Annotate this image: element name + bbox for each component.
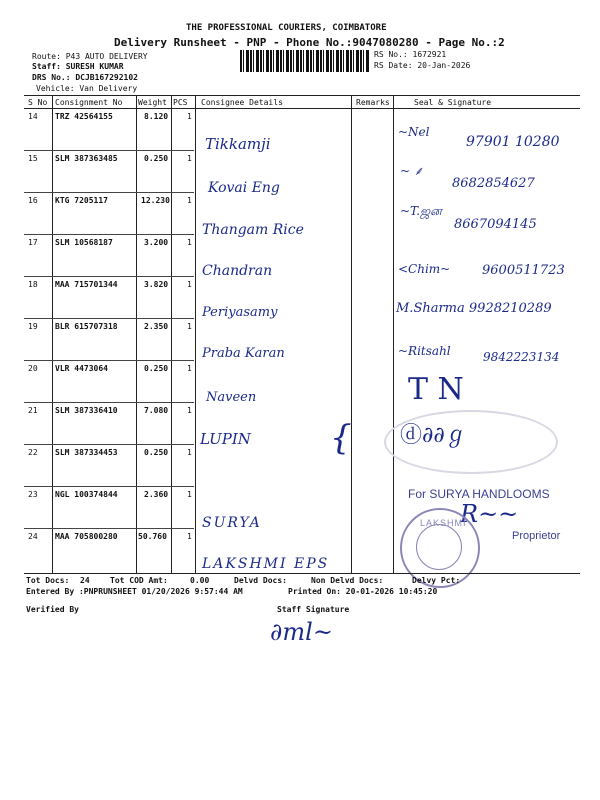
printed-on: Printed On: 20-01-2026 10:45:20	[288, 587, 438, 596]
delvy-pct-label: Delvy Pct:	[412, 576, 461, 585]
handwritten-phone: 8682854627	[452, 176, 535, 191]
row-consignment: MAA 705800280	[55, 532, 118, 541]
row-sno: 20	[28, 364, 38, 373]
signature-scribble: ~Nel	[398, 125, 430, 139]
row-sno: 19	[28, 322, 38, 331]
col-consignee: Consignee Details	[201, 98, 283, 107]
row-consignment: SLM 387334453	[55, 448, 118, 457]
surya-stamp-sub: Proprietor	[512, 530, 561, 542]
handwritten-consignee: LAKSHMI EPS	[202, 556, 330, 572]
handwritten-consignee: Praba Karan	[202, 346, 285, 361]
handwritten-phone: 8667094145	[454, 217, 537, 232]
delvd-docs-label: Delvd Docs:	[234, 576, 287, 585]
drs-label: DRS No.: DCJB167292102	[32, 73, 138, 82]
row-consignment: VLR 4473064	[55, 364, 108, 373]
staff-signature-label: Staff Signature	[277, 605, 350, 614]
row-weight: 0.250	[144, 154, 169, 163]
row-consignment: KTG 7205117	[55, 196, 108, 205]
col-sno: S No	[28, 98, 48, 107]
handwritten-consignee: Chandran	[202, 263, 273, 279]
rs-no: RS No.: 1672921	[374, 50, 447, 59]
row-weight: 0.250	[144, 448, 169, 457]
surya-signature: R~~	[460, 500, 519, 528]
company-name: THE PROFESSIONAL COURIERS, COIMBATORE	[186, 23, 387, 33]
non-delvd-docs-label: Non Delvd Docs:	[311, 576, 384, 585]
row-consignment: NGL 100374844	[55, 490, 118, 499]
footer-rule	[24, 573, 580, 574]
faint-stamp	[384, 410, 558, 474]
row-sno: 17	[28, 238, 38, 247]
row-sno: 14	[28, 112, 38, 121]
handwritten-consignee: Naveen	[206, 390, 257, 405]
lakshmi-inner-ring	[416, 524, 462, 570]
row-pcs: 1	[187, 448, 192, 457]
row-pcs: 1	[187, 112, 192, 121]
entered-by: Entered By :PNPRUNSHEET 01/20/2026 9:57:44 AM	[26, 587, 243, 596]
barcode	[240, 50, 370, 72]
handwritten-phone: M.Sharma 9928210289	[396, 301, 552, 316]
tot-docs-label: Tot Docs:	[26, 576, 70, 585]
row-sno: 21	[28, 406, 38, 415]
handwritten-phone: 9600511723	[482, 263, 565, 278]
signature-scribble: ⓓ∂∂ℊ	[400, 423, 467, 448]
signature-scribble: <Chim~	[398, 262, 451, 276]
row-pcs: 1	[187, 280, 192, 289]
row-pcs: 1	[187, 532, 192, 541]
row-consignment: MAA 715701344	[55, 280, 118, 289]
handwritten-phone: 97901 10280	[466, 134, 560, 150]
row-consignment: SLM 10568187	[55, 238, 113, 247]
handwritten-consignee: Kovai Eng	[208, 180, 280, 196]
row-sno: 23	[28, 490, 38, 499]
row-pcs: 1	[187, 364, 192, 373]
tot-docs-value: 24	[80, 576, 90, 585]
row-pcs: 1	[187, 238, 192, 247]
row-weight: 12.230	[141, 196, 170, 205]
lakshmi-stamp-text: LAKSHMI	[420, 518, 467, 528]
rs-date: RS Date: 20-Jan-2026	[374, 61, 471, 70]
row-sno: 16	[28, 196, 38, 205]
runsheet-title: Delivery Runsheet - PNP - Phone No.:9047080280 - Page No.:2	[114, 36, 505, 49]
col-remarks: Remarks	[356, 98, 390, 107]
vehicle-label: Vehicle: Van Delivery	[36, 84, 138, 93]
col-consignment: Consignment No	[55, 98, 123, 107]
header-rule-top	[24, 95, 580, 96]
handwritten-consignee: Periyasamy	[202, 305, 278, 320]
table-row	[24, 360, 578, 402]
signature-scribble: ~ ⸙	[400, 164, 423, 178]
row-sno: 18	[28, 280, 38, 289]
row-consignment: BLR 615707318	[55, 322, 118, 331]
verified-by-label: Verified By	[26, 605, 79, 614]
signature-scribble: ~T.ஜன	[400, 204, 442, 218]
handwritten-consignee: SURYA	[202, 515, 262, 531]
row-sno: 22	[28, 448, 38, 457]
row-consignment: TRZ 42564155	[55, 112, 113, 121]
col-weight: Weight	[138, 98, 167, 107]
row-weight: 50.760	[138, 532, 167, 541]
row-weight: 8.120	[144, 112, 169, 121]
row-weight: 3.200	[144, 238, 169, 247]
handwritten-consignee: Tikkamji	[205, 135, 271, 153]
handwritten-phone: 9842223134	[483, 350, 560, 364]
row-pcs: 1	[187, 196, 192, 205]
row-weight: 3.820	[144, 280, 169, 289]
signature-scribble: ~Ritsahl	[398, 344, 451, 358]
row-weight: 0.250	[144, 364, 169, 373]
row-weight: 7.080	[144, 406, 169, 415]
row-pcs: 1	[187, 322, 192, 331]
row-pcs: 1	[187, 406, 192, 415]
col-seal-signature: Seal & Signature	[414, 98, 492, 107]
handwritten-consignee: LUPIN	[200, 430, 251, 448]
handwritten-initials: T N	[408, 372, 464, 407]
staff-label: Staff: SURESH KUMAR	[32, 62, 124, 71]
route-label: Route: P43 AUTO DELIVERY	[32, 52, 148, 61]
tot-cod-label: Tot COD Amt:	[110, 576, 168, 585]
row-weight: 2.360	[144, 490, 169, 499]
row-weight: 2.350	[144, 322, 169, 331]
row-consignment: SLM 387363485	[55, 154, 118, 163]
staff-signature-scribble: ∂ml~	[270, 618, 333, 646]
row-sno: 15	[28, 154, 38, 163]
row-pcs: 1	[187, 154, 192, 163]
handwritten-consignee: Thangam Rice	[202, 222, 304, 238]
brace-mark: {	[330, 418, 352, 458]
row-pcs: 1	[187, 490, 192, 499]
col-pcs: PCS	[173, 98, 188, 107]
row-consignment: SLM 387336410	[55, 406, 118, 415]
tot-cod-value: 0.00	[190, 576, 210, 585]
row-sno: 24	[28, 532, 38, 541]
surya-stamp-title: For SURYA HANDLOOMS	[408, 487, 550, 501]
